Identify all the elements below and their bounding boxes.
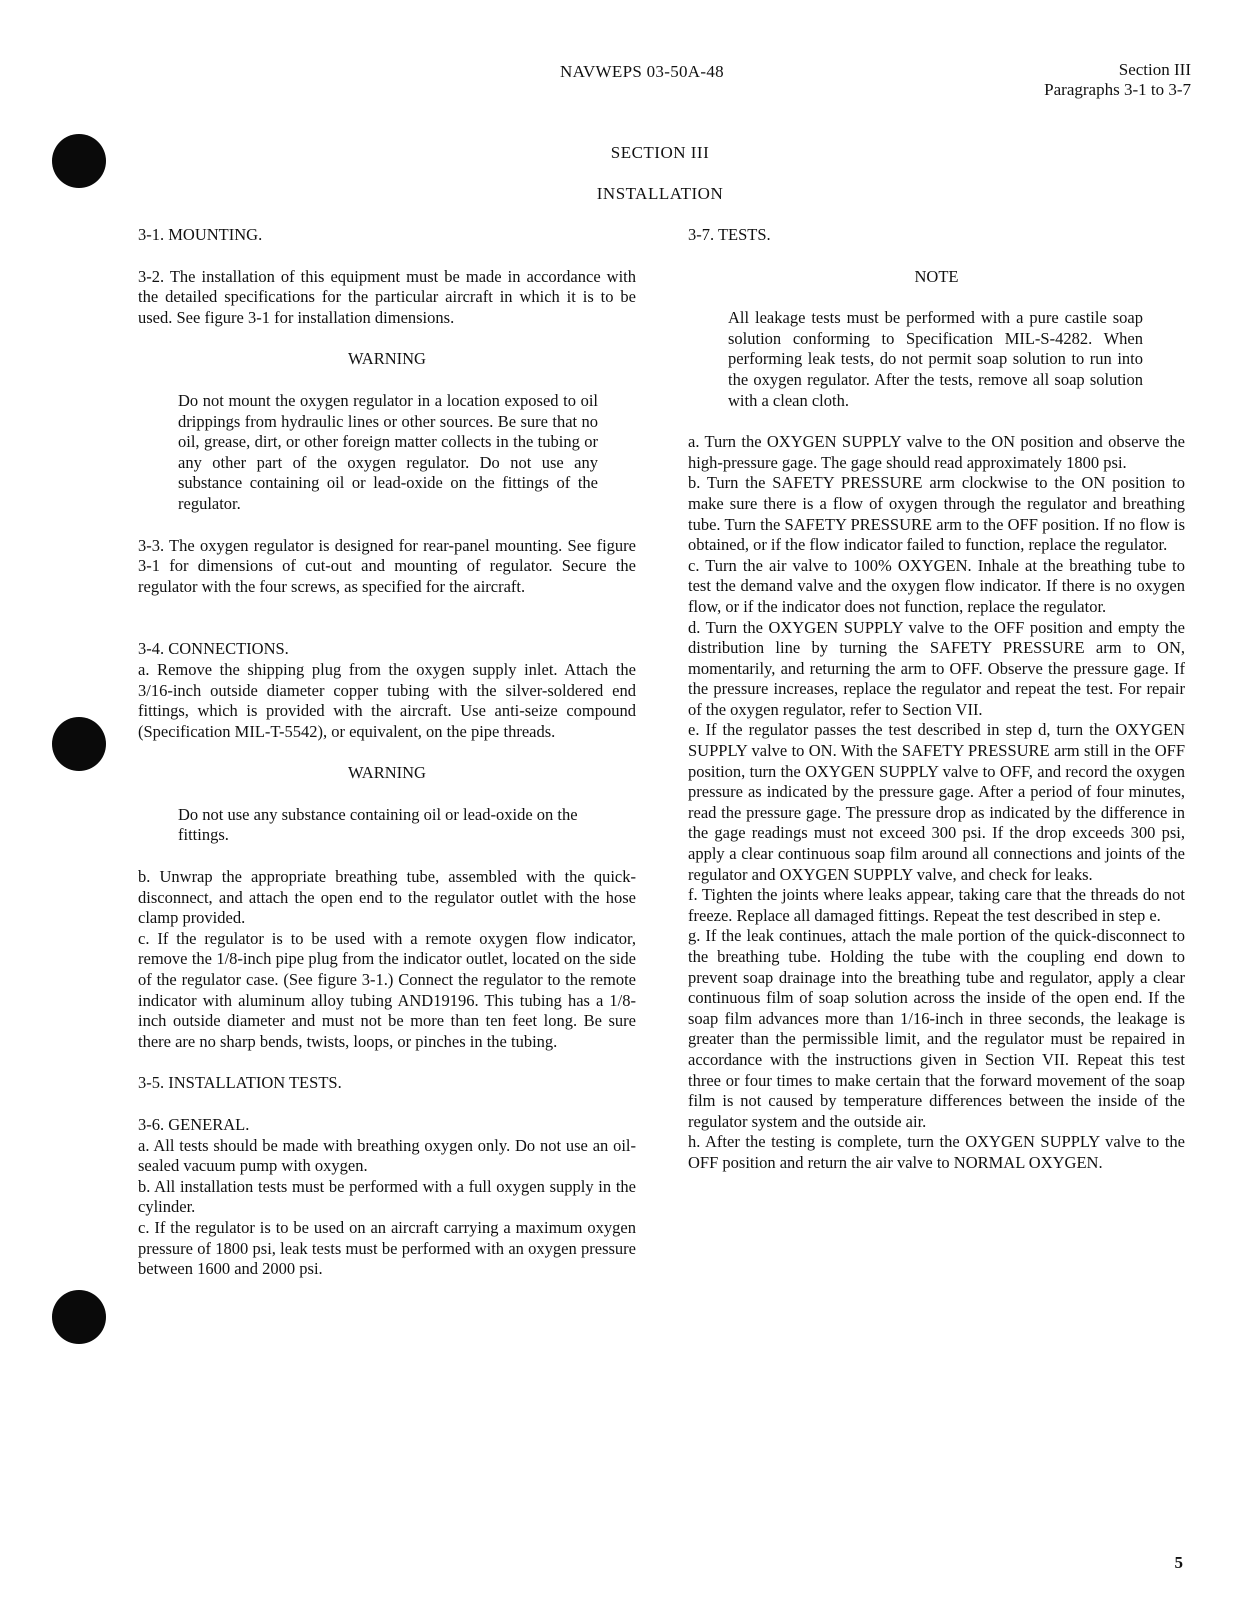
- section-title: SECTION III: [610, 143, 710, 162]
- binder-hole-middle: [52, 717, 106, 771]
- warning-1-text: Do not mount the oxygen regulator in a location exposed to oil drippings from hydraulic lines or other sources. Be sure that no oil, grease, dirt, or other foreign matter collects in the tubing or any other part of the oxygen regulator. Do not use any substance containing oil or lead-oxide on the fittings of the regulator.: [178, 390, 598, 513]
- paragraph-3-3: 3-3. The oxygen regulator is designed for rear-panel mounting. See figure 3-1 for dimensions of cut-out and mounting of regulator. Secure the regulator with the four screws, as specified for the aircraft.: [138, 535, 636, 596]
- tests-step-f: f. Tighten the joints where leaks appear, taking care that the threads do not freeze. Replace all damaged fittings. Repeat the test described in step e.: [688, 885, 1185, 925]
- connections-step-a: a. Remove the shipping plug from the oxygen supply inlet. Attach the 3/16-inch outside diameter copper tubing with the silver-soldered end fittings, which is provided with the aircraft. Use anti-seize compound (Specification MIL-T-5542), or equivalent, on the pipe threads.: [138, 659, 636, 741]
- header-section-info: [1044, 60, 1191, 100]
- tests-step-a: a. Turn the OXYGEN SUPPLY valve to the ON position and observe the high-pressure gage. The gage should read approximately 1800 psi.: [688, 432, 1185, 472]
- installation-tests-heading: 3-5. INSTALLATION TESTS.: [138, 1073, 342, 1093]
- mounting-heading: 3-1. MOUNTING.: [138, 225, 263, 244]
- tests-step-b: b. Turn the SAFETY PRESSURE arm clockwise to the ON position to make sure there is a flow of oxygen through the regulator and breathing tube. Turn the SAFETY PRESSURE arm to the OFF position. If no flow is obtained, or if the flow indicator failed to function, replace the regulator.: [688, 473, 1185, 555]
- tests-heading: 3-7. TESTS.: [688, 225, 771, 244]
- note-text: All leakage tests must be performed with a pure castile soap solution conforming to Specification MIL-S-4282. When performing leak tests, do not permit soap solution to run into the oxygen regulator. After the tests, remove all soap solution with a clean cloth.: [728, 308, 1143, 410]
- tests-step-c: c. Turn the air valve to 100% OXYGEN. Inhale at the breathing tube to test the demand valve and the oxygen flow indicator. If there is no oxygen flow, or if the indicator does not function, replace the regulator.: [688, 555, 1185, 616]
- section-subtitle: INSTALLATION: [596, 184, 724, 203]
- warning-1-title: WARNING: [348, 349, 426, 369]
- general-step-c: c. If the regulator is to be used on an aircraft carrying a maximum oxygen pressure of 1800 psi, leak tests must be performed with an oxygen pressure between 1600 and 2000 psi.: [138, 1217, 636, 1279]
- connections-step-b: b. Unwrap the appropriate breathing tube, assembled with the quick-disconnect, and attach the open end to the regulator outlet with the hose clamp provided.: [138, 867, 636, 928]
- general-heading: 3-6. GENERAL.: [138, 1115, 250, 1134]
- header-section: Section III: [1118, 60, 1191, 79]
- tests-step-e: e. If the regulator passes the test described in step d, turn the OXYGEN SUPPLY valve to ON. With the SAFETY PRESSURE arm still in the OFF position, turn the OXYGEN SUPPLY valve to OFF, and record the oxygen pressure as indicated by the pressure gage. After a period of four minutes, read the pressure gage. The pressure drop as indicated by the difference in the gage readings must not exceed 300 psi. If the drop exceeds 300 psi, apply a clear continuous soap film around all connections and joints of the regulator and OXYGEN SUPPLY valve, and check for leaks.: [688, 720, 1185, 884]
- warning-2-title: WARNING: [348, 763, 426, 783]
- note-title: NOTE: [914, 266, 959, 286]
- paragraph-3-2: 3-2. The installation of this equipment must be made in accordance with the detailed specifications for the particular aircraft in which it is to be used. See figure 3-1 for installation dimensions.: [138, 266, 636, 327]
- page-number: 5: [1174, 1553, 1183, 1572]
- tests-step-d: d. Turn the OXYGEN SUPPLY valve to the OFF position and empty the distribution line by turning the SAFETY PRESSURE arm to ON, momentarily, and returning the arm to OFF. Observe the pressure gage. If the pressure increases, replace the regulator and repeat the test. For repair of the oxygen regulator, refer to Section VII.: [688, 617, 1185, 719]
- document-number: NAVWEPS 03-50A-48: [560, 62, 724, 81]
- general-step-a: a. All tests should be made with breathing oxygen only. Do not use an oil-sealed vacuum pump with oxygen.: [138, 1135, 636, 1176]
- header-paragraphs: Paragraphs 3-1 to 3-7: [1044, 80, 1191, 99]
- binder-hole-bottom: [52, 1290, 106, 1344]
- warning-2-text: Do not use any substance containing oil or lead-oxide on the fittings.: [178, 804, 578, 845]
- binder-hole-top: [52, 134, 106, 188]
- connections-step-c: c. If the regulator is to be used with a remote oxygen flow indicator, remove the 1/8-inch pipe plug from the indicator outlet, located on the side of the regulator case. (See figure 3-1.) Connect the regulator to the remote indicator with aluminum alloy tubing AND19196. This tubing has a 1/8-inch outside diameter and must not be more than ten feet long. Be sure there are no sharp bends, twists, loops, or pinches in the tubing.: [138, 928, 636, 1051]
- left-column: [138, 225, 636, 1280]
- right-column: [688, 225, 1185, 1174]
- general-step-b: b. All installation tests must be performed with a full oxygen supply in the cylinder.: [138, 1176, 636, 1217]
- tests-step-h: h. After the testing is complete, turn the OXYGEN SUPPLY valve to the OFF position and return the air valve to NORMAL OXYGEN.: [688, 1132, 1185, 1172]
- connections-heading: 3-4. CONNECTIONS.: [138, 639, 289, 659]
- tests-step-g: g. If the leak continues, attach the male portion of the quick-disconnect to the breathing tube. Holding the tube with the coupling end down to prevent soap drainage into the breathing tube and regulator, apply a clear continuous film of soap solution across the inside of the open end. If the soap film advances more than 1/16-inch in three seconds, the leakage is greater than the permissible limit, and the regulator must be repaired in accordance with the instructions given in Section VII. Repeat this test three or four times to make certain that the forward movement of the soap film is not caused by temperature differences between the inside of the regulator system and the outside air.: [688, 926, 1185, 1131]
